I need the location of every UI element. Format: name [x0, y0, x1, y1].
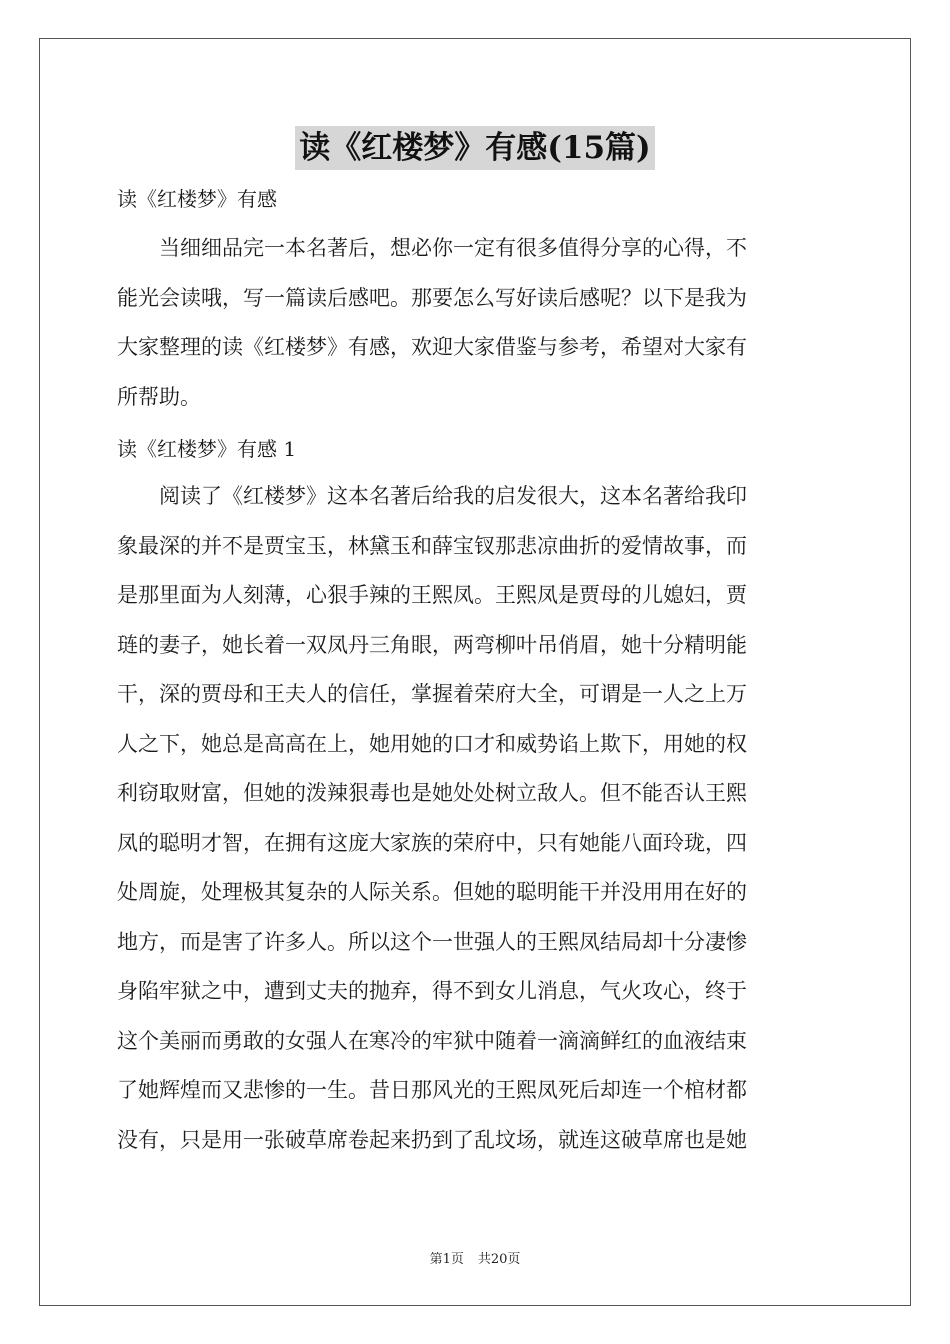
- page-number: 第1页: [429, 1252, 464, 1267]
- text-line: 这个美丽而勇敢的女强人在寒冷的牢狱中随着一滴滴鲜红的血液结束: [117, 1028, 747, 1053]
- text-line: 象最深的并不是贾宝玉，林黛玉和薛宝钗那悲凉曲折的爱情故事，而: [117, 533, 747, 558]
- text-line: 地方，而是害了许多人。所以这个一世强人的王熙凤结局却十分凄惨: [117, 929, 747, 954]
- title-container: [0, 126, 950, 170]
- text-line: 当细细品完一本名著后，想必你一定有很多值得分享的心得，不: [117, 236, 747, 260]
- text-line: 大家整理的读《红楼梦》有感，欢迎大家借鉴与参考，希望对大家有: [117, 335, 747, 359]
- text-line: 人之下，她总是高高在上，她用她的口才和威势谄上欺下，用她的权: [117, 731, 747, 756]
- text-line: 处周旋，处理极其复杂的人际关系。但她的聪明能干并没用用在好的: [117, 880, 747, 904]
- document-title: 读《红楼梦》有感(15篇): [295, 126, 654, 170]
- text-line: 是那里面为人刻薄，心狠手辣的王熙凤。王熙凤是贾母的儿媳妇，贾: [117, 583, 747, 607]
- text-line: 干，深的贾母和王夫人的信任，掌握着荣府大全，可谓是一人之上万: [117, 682, 747, 706]
- text-line: 凤的聪明才智，在拥有这庞大家族的荣府中，只有她能八面玲珑，四: [117, 830, 747, 855]
- page-total: 共20页: [477, 1252, 521, 1267]
- text-line: 没有，只是用一张破草席卷起来扔到了乱坟场，就连这破草席也是她: [117, 1127, 747, 1152]
- intro-paragraph: [117, 224, 833, 422]
- essay-1-heading: 读《红楼梦》有感 1: [117, 437, 297, 461]
- text-line: 琏的妻子，她长着一双凤丹三角眼，两弯柳叶吊俏眉，她十分精明能: [117, 632, 747, 657]
- page-footer: [0, 1248, 950, 1267]
- text-line: 了她辉煌而又悲惨的一生。昔日那风光的王熙凤死后却连一个棺材都: [117, 1078, 747, 1102]
- text-line: 阅读了《红楼梦》这本名著后给我的启发很大，这本名著给我印: [117, 484, 747, 508]
- section-heading: 读《红楼梦》有感: [117, 187, 277, 211]
- essay-1-paragraph: [117, 472, 833, 1165]
- text-line: 身陷牢狱之中，遭到丈夫的抛弃，得不到女儿消息，气火攻心，终于: [117, 979, 747, 1003]
- text-line: 利窃取财富，但她的泼辣狠毒也是她处处树立敌人。但不能否认王熙: [117, 781, 747, 805]
- text-line: 所帮助。: [117, 384, 201, 409]
- text-line: 能光会读哦，写一篇读后感吧。那要怎么写好读后感呢？以下是我为: [117, 285, 747, 310]
